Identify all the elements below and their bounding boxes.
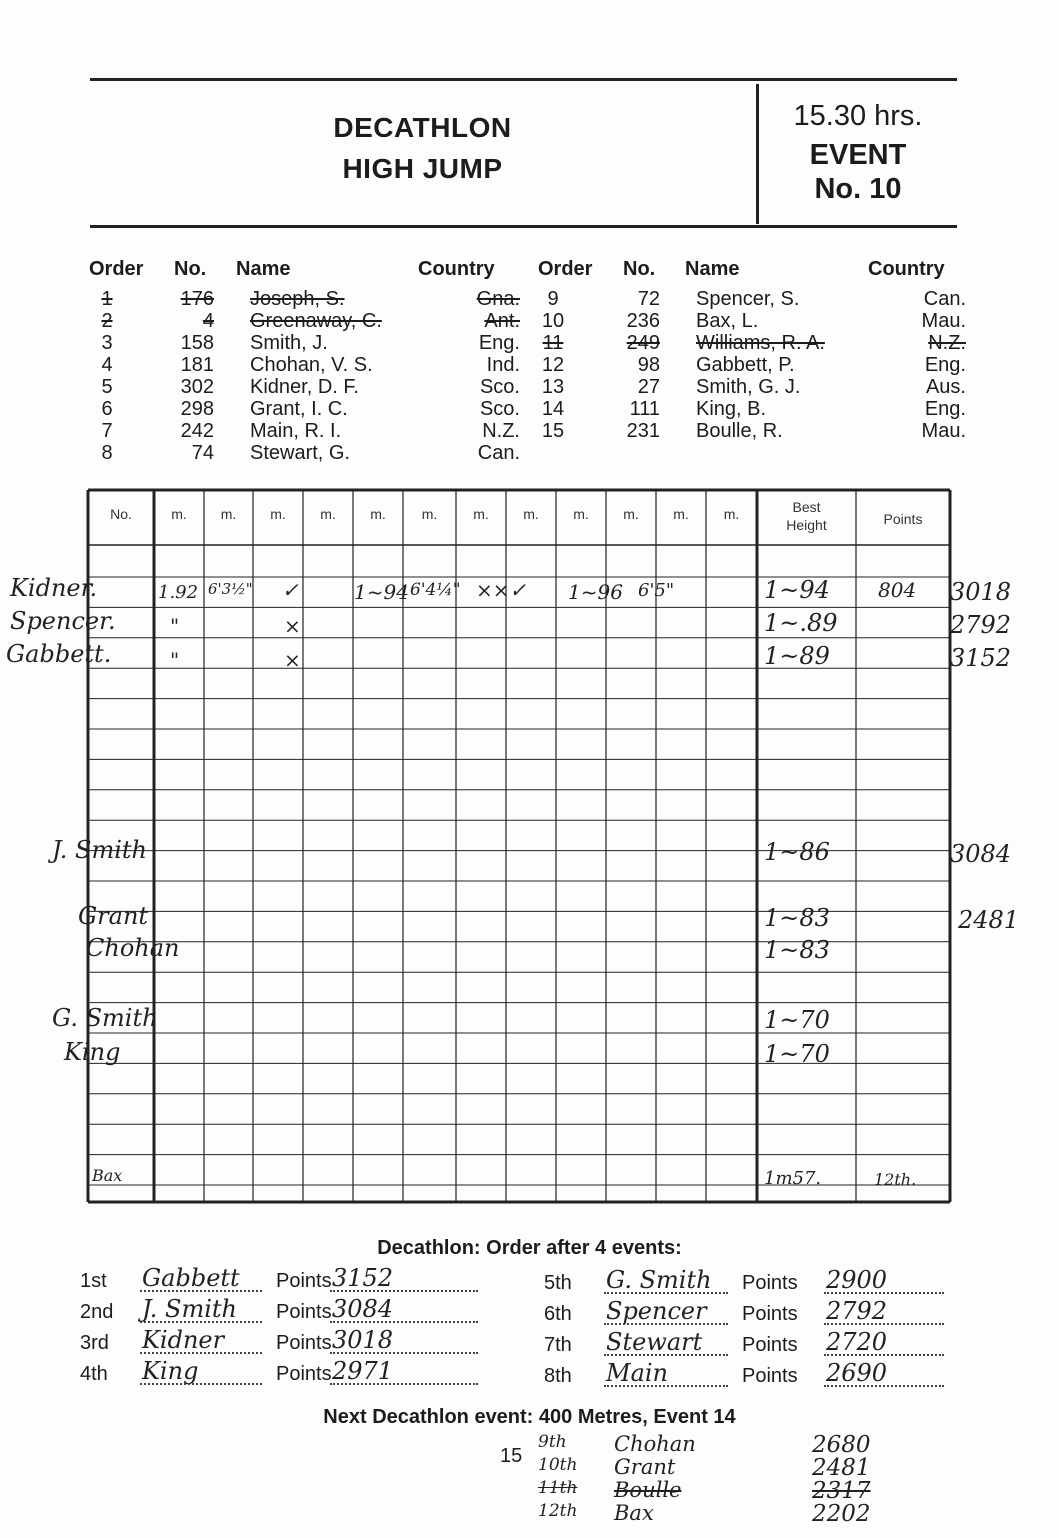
extra-place: 10th <box>538 1455 578 1475</box>
summary-name: Stewart <box>606 1328 703 1356</box>
grid-head-no: No. <box>110 506 132 522</box>
extra-points: 2481 <box>812 1455 871 1481</box>
hw-best-height: 1~70 <box>764 1040 830 1068</box>
entrant-country: Mau. <box>921 420 966 442</box>
grid-head-m: m. <box>320 506 336 522</box>
entrant-name: Bax, L. <box>696 310 759 332</box>
summary-place: 8th <box>544 1365 572 1387</box>
summary-points-label: Points <box>276 1363 332 1385</box>
hw-name: Chohan <box>86 934 180 962</box>
entrant-name: Kidner, D. F. <box>250 376 359 398</box>
summary-points: 3084 <box>332 1295 394 1323</box>
summary-name-dots <box>140 1321 262 1323</box>
hw-ditto: " <box>170 648 180 672</box>
summary-name: Gabbett <box>142 1264 240 1292</box>
summary-points: 3152 <box>332 1264 394 1292</box>
extra-points: 2680 <box>812 1432 871 1458</box>
summary-place: 1st <box>80 1270 107 1292</box>
summary-points: 2971 <box>332 1357 394 1385</box>
hw-points: 12th. <box>874 1170 917 1189</box>
grid-head-m: m. <box>270 506 286 522</box>
hw-attempt-metric: 1~96 <box>568 580 623 604</box>
col-no-right: No. <box>623 258 656 280</box>
entrant-order: 11 <box>542 332 564 354</box>
col-country-right: Country <box>868 258 945 280</box>
summary-name-dots <box>604 1385 728 1387</box>
summary-place: 7th <box>544 1334 572 1356</box>
summary-points: 2900 <box>826 1266 888 1294</box>
summary-points-dots <box>330 1383 478 1385</box>
entrant-order: 10 <box>541 310 565 332</box>
summary-points-label: Points <box>276 1332 332 1354</box>
summary-place: 6th <box>544 1303 572 1325</box>
col-order-left: Order <box>89 258 144 280</box>
extra-name: Chohan <box>614 1432 696 1456</box>
entrant-name: Main, R. I. <box>250 420 342 442</box>
hw-points: 804 <box>878 578 917 602</box>
entrant-number: 74 <box>191 442 214 464</box>
summary-name: G. Smith <box>606 1266 712 1294</box>
event-label: EVENT <box>809 139 907 171</box>
entrant-country: Eng. <box>924 354 966 376</box>
entrant-order: 1 <box>101 288 113 310</box>
hw-best-height: 1~94 <box>764 576 830 604</box>
extra-name: Bax <box>614 1501 654 1525</box>
hw-attempt-metric: 1~94 <box>354 580 409 604</box>
col-country-left: Country <box>418 258 495 280</box>
entrant-country: Aus. <box>925 376 966 398</box>
summary-points-dots <box>330 1352 478 1354</box>
hw-attempt-result: ✓ <box>282 578 299 602</box>
entrant-name: Greenaway, C. <box>250 310 382 332</box>
hw-name: Spencer. <box>10 607 116 635</box>
hw-attempt-result: ××✓ <box>476 578 527 602</box>
entrant-name: Smith, G. J. <box>696 376 801 398</box>
event-title-line1: DECATHLON <box>333 112 512 143</box>
summary-points: 3018 <box>332 1326 394 1354</box>
summary-points-label: Points <box>276 1301 332 1323</box>
col-name-left: Name <box>236 258 291 280</box>
entrant-number: 302 <box>180 376 214 398</box>
hw-name: King <box>64 1038 121 1066</box>
grid-head-m: m. <box>673 506 689 522</box>
hw-name: J. Smith <box>52 836 147 864</box>
entrant-number: 176 <box>180 288 214 310</box>
entrant-name: Stewart, G. <box>250 442 351 464</box>
entrant-name: King, B. <box>696 398 767 420</box>
entrant-name: Joseph, S. <box>250 288 345 310</box>
summary-points: 2792 <box>826 1297 888 1325</box>
entrant-name: Gabbett, P. <box>696 354 795 376</box>
summary-name-dots <box>140 1383 262 1385</box>
entrant-order: 7 <box>101 420 113 442</box>
hw-fail: × <box>284 614 301 638</box>
grid-head-m: m. <box>473 506 489 522</box>
grid-head-m: m. <box>421 506 438 522</box>
summary-name-dots <box>140 1290 262 1292</box>
summary-points-label: Points <box>742 1334 798 1356</box>
entrant-country: Sco. <box>479 398 520 420</box>
entrant-order: 5 <box>101 376 113 398</box>
extra-place: 11th <box>538 1478 578 1498</box>
summary-points-dots <box>824 1354 944 1356</box>
summary-name: Main <box>606 1359 669 1387</box>
entrant-order: 6 <box>101 398 113 420</box>
extra-points: 2317 <box>812 1478 871 1504</box>
entrant-country: N.Z. <box>928 332 966 354</box>
hw-total: 3084 <box>950 840 1012 868</box>
hw-ditto: " <box>170 614 180 638</box>
hw-best-height: 1m57. <box>764 1168 822 1189</box>
hw-attempt-imperial: 6'4¼" <box>410 580 461 600</box>
entrant-order: 14 <box>541 398 565 420</box>
event-number: No. 10 <box>814 173 902 205</box>
entrant-name: Boulle, R. <box>696 420 783 442</box>
summary-place: 2nd <box>80 1301 114 1323</box>
summary-points-label: Points <box>742 1272 798 1294</box>
event-time: 15.30 hrs. <box>793 100 923 132</box>
summary-name-dots <box>604 1323 728 1325</box>
entrant-number: 181 <box>180 354 214 376</box>
hw-name: Bax <box>92 1166 123 1185</box>
grid-head-m: m. <box>573 506 589 522</box>
summary-points-dots <box>824 1323 944 1325</box>
grid-head-height: Height <box>786 517 827 533</box>
entrant-number: 231 <box>626 420 660 442</box>
summary-title: Decathlon: Order after 4 events: <box>377 1237 682 1259</box>
entrant-name: Spencer, S. <box>696 288 800 310</box>
extra-name: Grant <box>614 1455 676 1479</box>
summary-points-dots <box>330 1290 478 1292</box>
summary-points: 2720 <box>826 1328 888 1356</box>
summary-name: J. Smith <box>142 1295 237 1323</box>
summary-name-dots <box>604 1354 728 1356</box>
grid-head-m: m. <box>370 506 386 522</box>
hw-best-height: 1~83 <box>764 904 830 932</box>
extra-place: 9th <box>538 1432 567 1452</box>
entrant-country: Ind. <box>486 354 520 376</box>
entrant-country: Eng. <box>924 398 966 420</box>
entrant-order: 4 <box>101 354 113 376</box>
hw-total: 2792 <box>950 611 1012 639</box>
next-event: Next Decathlon event: 400 Metres, Event 14 <box>323 1406 736 1428</box>
entrant-order: 3 <box>101 332 113 354</box>
hw-attempt-imperial: 6'3½" <box>208 580 253 598</box>
extra-name: Boulle <box>614 1478 682 1502</box>
hw-best-height: 1~89 <box>764 642 830 670</box>
summary-place: 4th <box>80 1363 108 1385</box>
entrant-number: 236 <box>626 310 660 332</box>
grid-head-m: m. <box>523 506 539 522</box>
entrant-country: Sco. <box>479 376 520 398</box>
entrant-number: 27 <box>637 376 660 398</box>
summary-name: King <box>142 1357 199 1385</box>
summary-points-label: Points <box>276 1270 332 1292</box>
hw-attempt-metric: 1.92 <box>158 582 199 603</box>
entrant-name: Smith, J. <box>250 332 328 354</box>
hw-fail: × <box>284 648 301 672</box>
entrant-number: 249 <box>626 332 660 354</box>
entrant-number: 298 <box>180 398 214 420</box>
col-order-right: Order <box>538 258 593 280</box>
summary-name-dots <box>140 1352 262 1354</box>
hw-name: Kidner. <box>10 574 98 602</box>
hw-best-height: 1~70 <box>764 1006 830 1034</box>
extra-prefix: 15 <box>500 1445 523 1467</box>
entrant-name: Williams, R. A. <box>696 332 825 354</box>
entrant-number: 158 <box>180 332 214 354</box>
summary-name: Spencer <box>606 1297 707 1325</box>
summary-points-dots <box>330 1321 478 1323</box>
entrant-number: 242 <box>180 420 214 442</box>
summary-points: 2690 <box>826 1359 888 1387</box>
extra-points: 2202 <box>812 1501 871 1527</box>
entrant-country: Ant. <box>484 310 520 332</box>
entrant-number: 4 <box>202 310 214 332</box>
entrant-order: 13 <box>541 376 565 398</box>
entrant-number: 98 <box>637 354 660 376</box>
entrant-order: 12 <box>541 354 565 376</box>
summary-name: Kidner <box>142 1326 225 1354</box>
col-no-left: No. <box>174 258 207 280</box>
extra-place: 12th <box>538 1501 578 1521</box>
grid-head-m: m. <box>171 506 187 522</box>
summary-name-dots <box>604 1292 728 1294</box>
hw-attempt-imperial: 6'5" <box>638 580 675 601</box>
summary-place: 5th <box>544 1272 572 1294</box>
event-title-line2: HIGH JUMP <box>342 153 503 184</box>
hw-name: Grant <box>78 902 149 930</box>
hw-total: 3152 <box>950 644 1012 672</box>
grid-head-best: Best <box>792 499 821 515</box>
grid-head-points: Points <box>883 511 923 527</box>
hw-total: 3018 <box>950 578 1012 606</box>
entrant-name: Chohan, V. S. <box>250 354 373 376</box>
entrant-name: Grant, I. C. <box>250 398 348 420</box>
hw-best-height: 1~83 <box>764 936 830 964</box>
summary-place: 3rd <box>80 1332 109 1354</box>
entrant-country: Can. <box>923 288 966 310</box>
entrant-country: Eng. <box>478 332 520 354</box>
grid-head-m: m. <box>623 506 639 522</box>
hw-name: G. Smith <box>52 1004 158 1032</box>
grid-head-m: m. <box>220 506 237 522</box>
entrant-country: N.Z. <box>482 420 520 442</box>
hw-best-height: 1~.89 <box>764 609 838 637</box>
entrant-order: 9 <box>547 288 559 310</box>
summary-points-dots <box>824 1292 944 1294</box>
entrant-order: 15 <box>541 420 565 442</box>
col-name-right: Name <box>685 258 740 280</box>
entrant-country: Gna. <box>476 288 520 310</box>
entrant-order: 2 <box>101 310 113 332</box>
summary-points-label: Points <box>742 1365 798 1387</box>
entrant-number: 111 <box>629 398 660 420</box>
entrant-country: Can. <box>477 442 520 464</box>
summary-points-dots <box>824 1385 944 1387</box>
entrant-country: Mau. <box>921 310 966 332</box>
hw-total: 2481 <box>958 906 1020 934</box>
hw-best-height: 1~86 <box>764 838 830 866</box>
grid-head-m: m. <box>723 506 740 522</box>
summary-points-label: Points <box>742 1303 798 1325</box>
entrant-number: 72 <box>637 288 660 310</box>
entrant-order: 8 <box>101 442 113 464</box>
hw-name: Gabbett. <box>6 640 112 668</box>
